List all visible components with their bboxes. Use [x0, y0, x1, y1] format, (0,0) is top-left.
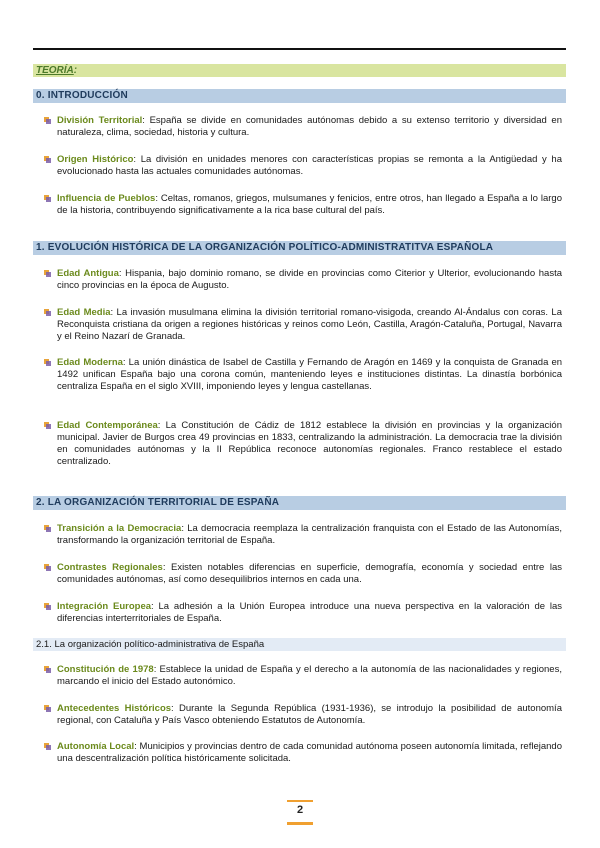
subsection-title: 2.1. La organización político-administrativa de España [36, 639, 265, 650]
item-term: División Territorial [57, 115, 143, 126]
list-item [57, 664, 562, 688]
list-item [57, 562, 562, 586]
item-text: : Existen notables diferencias en superficie, demografía, economía y sociedad entre las comunidades autónomas, así como desequilibrios internos en cada una. [57, 562, 562, 585]
list-item [57, 741, 562, 765]
top-rule [33, 48, 566, 50]
item-text: : Municipios y provincias dentro de cada comunidad autónoma poseen autonomía limitada, reflejando una descentralización política históricamente solicitada. [57, 741, 562, 764]
section-title: 1. EVOLUCIÓN HISTÓRICA DE LA ORGANIZACIÓN POLÍTICO-ADMINISTRATITVA ESPAÑOLA [36, 242, 494, 253]
list-item [57, 357, 562, 393]
item-text: : Celtas, romanos, griegos, mulsumanes y fenicios, entre otros, han llegado a España a lo largo de la historia, contribuyendo significativamente a la rica base cultural del país. [57, 193, 562, 216]
item-text: : La unión dinástica de Isabel de Castilla y Fernando de Aragón en 1469 y la conquista de Granada en 1492 unifican España bajo una corona común, manteniendo leyes e instituciones distintas. La dinastía borbónica centraliza España en el siglo XVIII, imponiendo leyes y lengua castellanas. [57, 357, 563, 392]
teoria-heading [33, 64, 566, 77]
item-text: : La Constitución de Cádiz de 1812 establece la división en provincias y la organización municipal. Javier de Burgos crea 49 provincias en 1833, centralizando la administración. La democracia trae la división en comunidades autónomas y la II República reconoce autonomías regionales. Franco restablece el estado centralizado. [57, 420, 562, 467]
item-term: Origen Histórico [57, 154, 134, 165]
teoria-colon: : [73, 65, 78, 76]
item-term: Transición a la Democracia [57, 523, 182, 534]
page-number: 2 [287, 800, 313, 825]
subsection-heading [33, 638, 566, 651]
bullet-icon [43, 308, 52, 317]
bullet-icon [43, 421, 52, 430]
list-item [57, 703, 562, 727]
item-text: : Hispania, bajo dominio romano, se divide en provincias como Citerior y Ulterior, evolucionando hasta cinco provincias en la época de Augusto. [57, 268, 562, 291]
bullet-icon [43, 194, 52, 203]
bullet-icon [43, 742, 52, 751]
list-item [57, 268, 562, 292]
bullet-icon [43, 269, 52, 278]
bullet-icon [43, 704, 52, 713]
bullet-icon [43, 155, 52, 164]
item-term: Edad Antigua [57, 268, 119, 279]
item-term: Autonomía Local [57, 741, 135, 752]
item-text: : La división en unidades menores con características propias se remonta a la Antigüedad y ha evolucionado hasta las actuales comunidades autónomas. [57, 154, 562, 177]
item-term: Constitución de 1978 [57, 664, 154, 675]
bullet-icon [43, 665, 52, 674]
section-heading [33, 89, 566, 103]
list-item [57, 523, 562, 547]
section-heading [33, 241, 566, 255]
item-term: Edad Media [57, 307, 111, 318]
bullet-icon [43, 602, 52, 611]
list-item [57, 307, 562, 343]
bullet-icon [43, 116, 52, 125]
item-term: Antecedentes Históricos [57, 703, 172, 714]
item-text: : Establece la unidad de España y el derecho a la autonomía de las nacionalidades y regiones, marcando el inicio del Estado autonómico. [57, 664, 562, 687]
item-term: Integración Europea [57, 601, 152, 612]
item-text: : La invasión musulmana elimina la división territorial romano-visigoda, creando Al-Ándalus con coras. La Reconquista cristiana da origen a regiones históricas y reinos como León, Castilla, Aragón-Cataluña, Portugal, Navarra y el Reino Nazarí de Granada. [57, 307, 562, 342]
section-title: 2. LA ORGANIZACIÓN TERRITORIAL DE ESPAÑA [36, 497, 280, 508]
list-item [57, 193, 562, 217]
item-term: Edad Contemporánea [57, 420, 158, 431]
item-text: : España se divide en comunidades autónomas debido a su extenso territorio y diversidad en naturaleza, clima, sociedad, historia y cultura. [57, 115, 562, 138]
list-item [57, 154, 562, 178]
item-text: : Durante la Segunda República (1931-1936), se introdujo la posibilidad de autonomía regional, con Cataluña y País Vasco obteniendo Estatutos de Autonomía. [57, 703, 562, 726]
list-item [57, 601, 562, 625]
list-item [57, 115, 562, 139]
list-item [57, 420, 562, 468]
bullet-icon [43, 563, 52, 572]
section-heading [33, 496, 566, 510]
item-text: : La democracia reemplaza la centralización franquista con el Estado de las Autonomías, transformando la organización territorial de España. [57, 523, 562, 546]
item-term: Edad Moderna [57, 357, 123, 368]
section-title: 0. INTRODUCCIÓN [36, 90, 128, 101]
bullet-icon [43, 358, 52, 367]
teoria-label: TEORÍA [36, 65, 74, 76]
bullet-icon [43, 524, 52, 533]
item-term: Contrastes Regionales [57, 562, 163, 573]
item-text: : La adhesión a la Unión Europea introduce una nueva perspectiva en la valoración de las diferencias interterritoriales de España. [57, 601, 562, 624]
item-term: Influencia de Pueblos [57, 193, 156, 204]
